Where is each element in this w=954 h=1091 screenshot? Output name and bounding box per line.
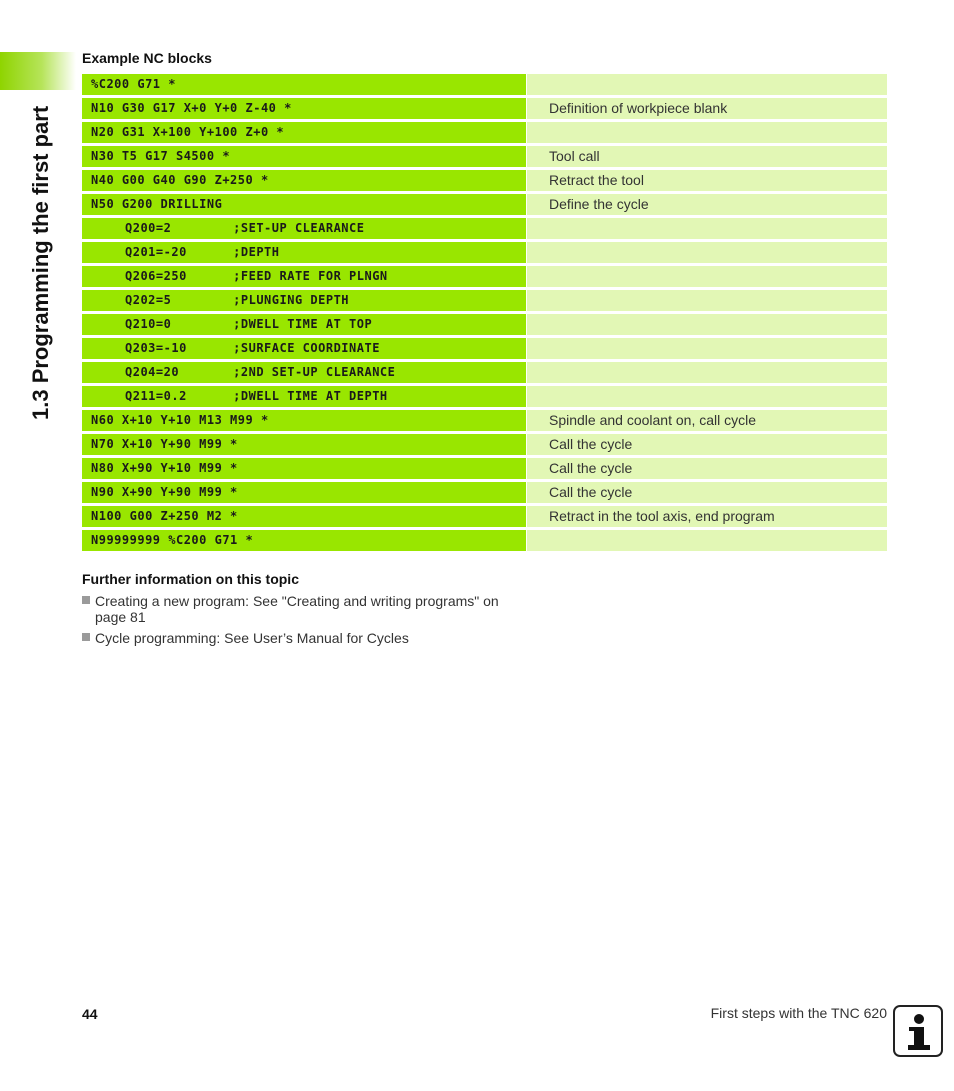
nc-code-cell: N100 G00 Z+250 M2 * — [82, 506, 526, 527]
table-row — [82, 290, 887, 311]
nc-comment-cell — [527, 290, 887, 311]
list-item — [82, 593, 522, 625]
table-row — [82, 410, 887, 431]
table-row — [82, 434, 887, 455]
table-row — [82, 362, 887, 383]
table-row — [82, 122, 887, 143]
table-row — [82, 338, 887, 359]
nc-code-cell: N50 G200 DRILLING — [82, 194, 526, 215]
nc-code-cell: Q200=2 ;SET-UP CLEARANCE — [82, 218, 526, 239]
table-row — [82, 386, 887, 407]
table-row — [82, 506, 887, 527]
nc-code-cell: N70 X+10 Y+90 M99 * — [82, 434, 526, 455]
nc-comment-cell — [527, 74, 887, 95]
nc-comment-cell: Retract in the tool axis, end program — [527, 506, 887, 527]
nc-code-cell: N10 G30 G17 X+0 Y+0 Z-40 * — [82, 98, 526, 119]
nc-comment-cell: Retract the tool — [527, 170, 887, 191]
list-item — [82, 630, 522, 646]
nc-comment-cell: Call the cycle — [527, 434, 887, 455]
nc-comment-cell — [527, 314, 887, 335]
square-bullet-icon — [82, 633, 90, 641]
table-row — [82, 530, 887, 551]
chapter-title: 1.3 Programming the first part — [28, 105, 53, 420]
nc-code-cell: N60 X+10 Y+10 M13 M99 * — [82, 410, 526, 431]
nc-code-cell: %C200 G71 * — [82, 74, 526, 95]
nc-code-cell: Q201=-20 ;DEPTH — [82, 242, 526, 263]
table-row — [82, 266, 887, 287]
table-row — [82, 74, 887, 95]
table-row — [82, 194, 887, 215]
nc-comment-cell: Call the cycle — [527, 482, 887, 503]
nc-code-cell: Q211=0.2 ;DWELL TIME AT DEPTH — [82, 386, 526, 407]
table-row — [82, 458, 887, 479]
page-number: 44 — [82, 1006, 98, 1022]
nc-code-cell: Q203=-10 ;SURFACE COORDINATE — [82, 338, 526, 359]
list-item-text: Cycle programming: See User’s Manual for Cycles — [95, 630, 409, 646]
table-row — [82, 482, 887, 503]
nc-comment-cell: Spindle and coolant on, call cycle — [527, 410, 887, 431]
nc-blocks-table — [82, 74, 887, 554]
nc-code-cell: N90 X+90 Y+90 M99 * — [82, 482, 526, 503]
table-row — [82, 98, 887, 119]
table-row — [82, 146, 887, 167]
example-heading: Example NC blocks — [82, 50, 212, 66]
nc-comment-cell — [527, 218, 887, 239]
nc-code-cell: N99999999 %C200 G71 * — [82, 530, 526, 551]
nc-comment-cell — [527, 338, 887, 359]
list-item-text: Creating a new program: See "Creating and writing programs" on page 81 — [95, 593, 499, 625]
info-icon — [893, 1005, 943, 1057]
square-bullet-icon — [82, 596, 90, 604]
nc-code-cell: N30 T5 G17 S4500 * — [82, 146, 526, 167]
nc-code-cell: N40 G00 G40 G90 Z+250 * — [82, 170, 526, 191]
table-row — [82, 242, 887, 263]
nc-comment-cell — [527, 362, 887, 383]
nc-code-cell: Q202=5 ;PLUNGING DEPTH — [82, 290, 526, 311]
further-info-heading: Further information on this topic — [82, 571, 299, 587]
nc-code-cell: N80 X+90 Y+10 M99 * — [82, 458, 526, 479]
nc-code-cell: Q206=250 ;FEED RATE FOR PLNGN — [82, 266, 526, 287]
nc-code-cell: Q204=20 ;2ND SET-UP CLEARANCE — [82, 362, 526, 383]
nc-comment-cell — [527, 530, 887, 551]
table-row — [82, 170, 887, 191]
nc-comment-cell — [527, 122, 887, 143]
nc-comment-cell — [527, 386, 887, 407]
nc-comment-cell: Definition of workpiece blank — [527, 98, 887, 119]
footer-title: First steps with the TNC 620 — [710, 1005, 887, 1021]
nc-comment-cell: Define the cycle — [527, 194, 887, 215]
table-row — [82, 314, 887, 335]
nc-code-cell: Q210=0 ;DWELL TIME AT TOP — [82, 314, 526, 335]
nc-code-cell: N20 G31 X+100 Y+100 Z+0 * — [82, 122, 526, 143]
nc-comment-cell: Tool call — [527, 146, 887, 167]
table-row — [82, 218, 887, 239]
nc-comment-cell — [527, 266, 887, 287]
nc-comment-cell: Call the cycle — [527, 458, 887, 479]
nc-comment-cell — [527, 242, 887, 263]
further-info-list — [82, 593, 522, 651]
